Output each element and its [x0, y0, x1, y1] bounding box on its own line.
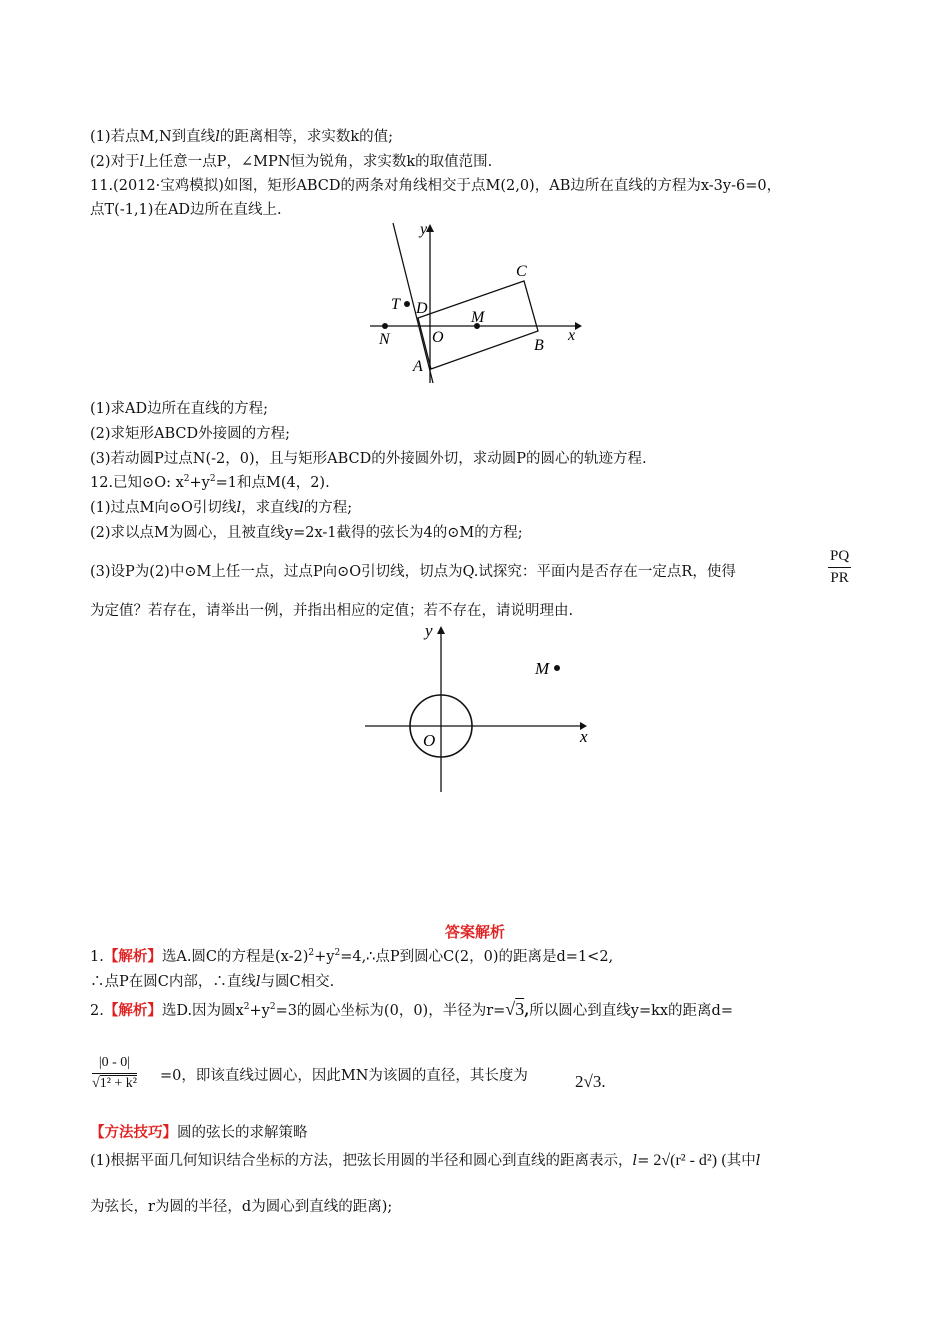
- var-l: l: [755, 1153, 761, 1169]
- answer-1-line1: [90, 948, 613, 966]
- sqrt-radicand: 3: [515, 999, 525, 1019]
- point-t: [404, 301, 410, 307]
- answer-2-result: 2√3.: [575, 1072, 606, 1091]
- label-m: M: [535, 659, 550, 678]
- answer-number: 1.: [90, 949, 104, 965]
- var-l: l: [632, 1153, 638, 1169]
- label-t: T: [391, 296, 400, 313]
- tip-line1: [90, 1152, 760, 1170]
- text: +y: [249, 1003, 270, 1019]
- text: 12.已知⊙O: x: [90, 475, 184, 491]
- text: (1)根据平面几何知识结合坐标的方法，把弦长用圆的半径和圆心到直线的距离表示，: [90, 1153, 633, 1169]
- label-n: N: [379, 331, 390, 348]
- problem-10-part2: [90, 153, 492, 171]
- label-o: O: [423, 731, 436, 750]
- text: =3的圆心坐标为(0，0)，半径为r=: [275, 1003, 506, 1019]
- text: +y: [314, 949, 335, 965]
- problem-11-q1: (1)求AD边所在直线的方程;: [90, 401, 269, 417]
- var-l: l: [255, 974, 261, 990]
- label-y: y: [425, 621, 433, 640]
- var-l: l: [215, 129, 220, 145]
- x-axis-arrow: [575, 322, 582, 330]
- fraction-pq-pr: [828, 548, 851, 587]
- problem-11-statement: 11.(2012·宝鸡模拟)如图，矩形ABCD的两条对角线相交于点M(2,0)，AB边所在直线的方程为x-3y-6=0，: [90, 178, 782, 194]
- label-a: A: [413, 358, 423, 375]
- answer-2-line2: =0，即该直线过圆心，因此MN为该圆的直径，其长度为: [160, 1068, 528, 1084]
- tip-heading: [90, 1124, 308, 1142]
- text: 上任意一点P，∠MPN恒为锐角，求实数k的取值范围.: [144, 154, 493, 170]
- label-o: O: [432, 329, 444, 346]
- var-l: l: [299, 500, 304, 516]
- figure-circle: [355, 618, 605, 796]
- text: ，求直线: [241, 500, 300, 516]
- problem-10-part1: [90, 128, 393, 146]
- label-x: x: [580, 727, 588, 746]
- text: 选A.圆C的方程是(x-2): [161, 949, 309, 965]
- text: (其中: [721, 1153, 756, 1169]
- problem-11-q2: (2)求矩形ABCD外接圆的方程;: [90, 426, 291, 442]
- problem-12-q3: (3)设P为(2)中⊙M上任一点，过点P向⊙O引切线，切点为Q.试探究：平面内是否存在一定点R，使得: [90, 564, 736, 580]
- answer-tag: 【解析】: [103, 949, 162, 965]
- y-axis-arrow: [426, 224, 434, 232]
- var-l: l: [236, 500, 242, 516]
- answer-2-line1: 2.【解析】选D.因为圆$x^2+y^2=3$的圆心坐标为(0，0)，半径为r=√3,所以圆心到直线y=kx的距离d=: [90, 999, 733, 1019]
- problem-11-statement-cont: 点T(-1,1)在AD边所在直线上.: [90, 202, 282, 218]
- answers-title: 答案解析: [444, 923, 505, 941]
- text: 的距离相等，求实数k的值;: [219, 129, 393, 145]
- problem-12-q3-cont: 为定值？若存在，请举出一例，并指出相应的定值；若不存在，请说明理由.: [90, 603, 574, 619]
- text: 所以圆心到直线y=kx的距离d=: [529, 1003, 733, 1019]
- problem-12-q1: [90, 499, 352, 517]
- problem-12-statement: 12.已知⊙O: $x^2+y^2=1$和点M(4，2).: [90, 474, 330, 491]
- text: (2)对于: [90, 154, 140, 170]
- text: (1)过点M向⊙O引切线: [90, 500, 237, 516]
- fraction-numerator: |0 - 0|: [92, 1055, 137, 1074]
- text: =: [637, 1153, 650, 1169]
- label-y: y: [420, 221, 428, 238]
- point-n: [382, 323, 388, 329]
- answer-1-line2: [90, 973, 334, 991]
- text: 的方程;: [303, 500, 353, 516]
- text: =4,∴点P到圆心C(2，0)的距离是d=1<2,: [340, 949, 614, 965]
- fraction-numerator: PQ: [828, 548, 851, 568]
- y-axis-arrow: [437, 626, 445, 634]
- label-m: M: [471, 309, 485, 326]
- text: 选D.因为圆x: [161, 1003, 244, 1019]
- problem-11-q3: (3)若动圆P过点N(-2，0)，且与矩形ABCD的外接圆外切，求动圆P的圆心的轨迹方程.: [90, 451, 647, 467]
- text: (1)若点M,N到直线: [90, 129, 216, 145]
- sqrt-3: √3: [505, 999, 525, 1019]
- superscript: 2: [308, 948, 315, 958]
- problem-12-q2: (2)求以点M为圆心，且被直线y=2x-1截得的弦长为4的⊙M的方程;: [90, 525, 523, 541]
- tip-tag: 【方法技巧】: [90, 1125, 177, 1141]
- chord-formula: 2√(r² - d²): [653, 1152, 718, 1169]
- point-m: [554, 665, 560, 671]
- fraction-distance: [92, 1055, 137, 1092]
- text: 圆的弦长的求解策略: [177, 1125, 308, 1141]
- label-b: B: [534, 337, 544, 354]
- superscript: 2: [334, 948, 341, 958]
- text: =1和点M(4，2).: [215, 475, 330, 491]
- label-c: C: [516, 263, 527, 280]
- text: +y: [189, 475, 210, 491]
- figure-rectangle: [360, 218, 590, 388]
- fraction-denominator: PR: [830, 570, 849, 586]
- tip-line2: 为弦长，r为圆的半径，d为圆心到直线的距离);: [90, 1199, 393, 1215]
- sqrt-radicand: 1² + k²: [99, 1076, 137, 1091]
- label-x: x: [568, 327, 576, 344]
- label-d: D: [416, 300, 428, 317]
- answer-tag: 【解析】: [103, 1003, 162, 1019]
- text: 与圆C相交.: [260, 974, 335, 990]
- fraction-denominator: √1² + k²: [92, 1076, 137, 1091]
- text: ∴点P在圆C内部，∴直线: [90, 974, 256, 990]
- answer-number: 2.: [90, 1003, 104, 1019]
- var-l: l: [139, 154, 145, 170]
